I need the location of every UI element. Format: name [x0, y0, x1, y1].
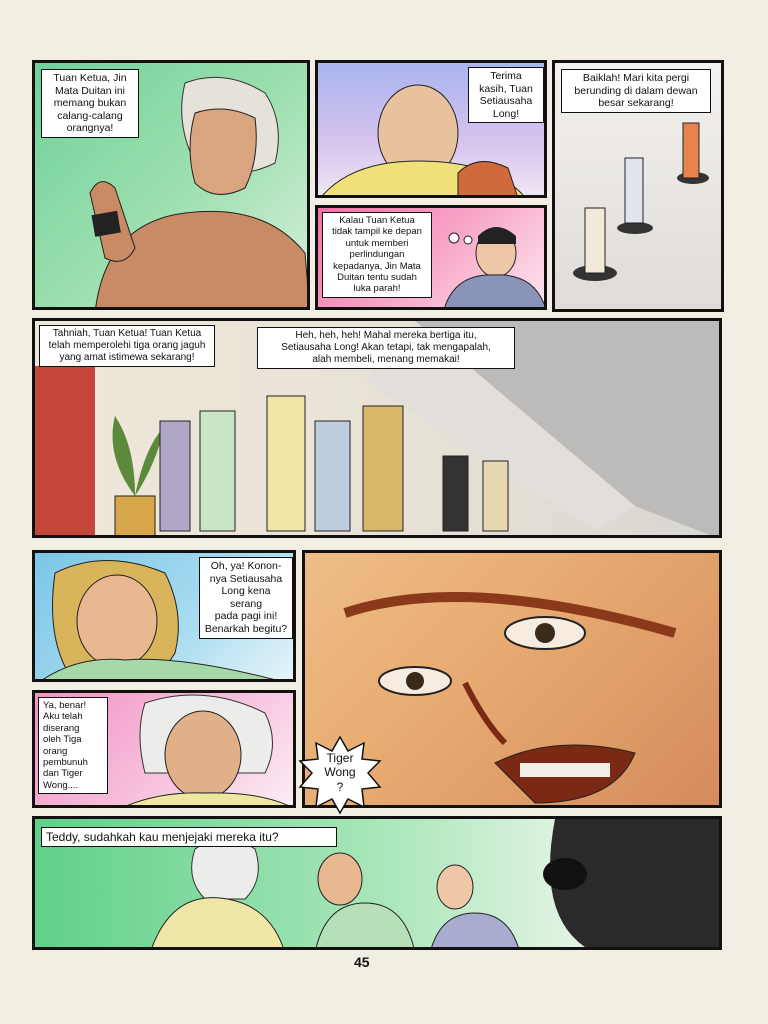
speech-bubble-right: Heh, heh, heh! Mahal mereka bertiga itu, Setiausaha Long! Akan tetapi, tak mengapalah, alah membeli, menang memakai!: [257, 327, 515, 369]
speech-bubble: Terima kasih, Tuan Setiausaha Long!: [468, 67, 544, 123]
panel-9: [32, 816, 722, 950]
panel-5: [32, 318, 722, 538]
page-number: 45: [354, 954, 370, 970]
panel-7: [32, 690, 296, 808]
speech-bubble: Ya, benar! Aku telah diserang oleh Tiga orang pembunuh dan Tiger Wong....: [38, 697, 108, 794]
speech-bubble-left: Tahniah, Tuan Ketua! Tuan Ketua telah memperolehi tiga orang jaguh yang amat istimewa sekarang!: [39, 325, 215, 367]
speech-bubble: Teddy, sudahkah kau menjejaki mereka itu?: [41, 827, 337, 847]
speech-bubble: Tuan Ketua, Jin Mata Duitan ini memang bukan calang-calang orangnya!: [41, 69, 139, 138]
burst-text: Tiger Wong ?: [324, 751, 356, 794]
panel-3: [552, 60, 724, 312]
panel-2: [315, 60, 547, 198]
speech-bubble: Baiklah! Mari kita pergi berunding di dalam dewan besar sekarang!: [561, 69, 711, 113]
speech-bubble: Oh, ya! Konon- nya Setiausaha Long kena serang pada pagi ini! Benarkah begitu?: [199, 557, 293, 639]
panel-4: [315, 205, 547, 310]
speech-bubble: Kalau Tuan Ketua tidak tampil ke depan untuk memberi perlindungan kepadanya, Jin Mata Duitan tentu sudah luka parah!: [322, 212, 432, 298]
panel-1: [32, 60, 310, 310]
burst-bubble: [298, 735, 382, 815]
panel-6: [32, 550, 296, 682]
